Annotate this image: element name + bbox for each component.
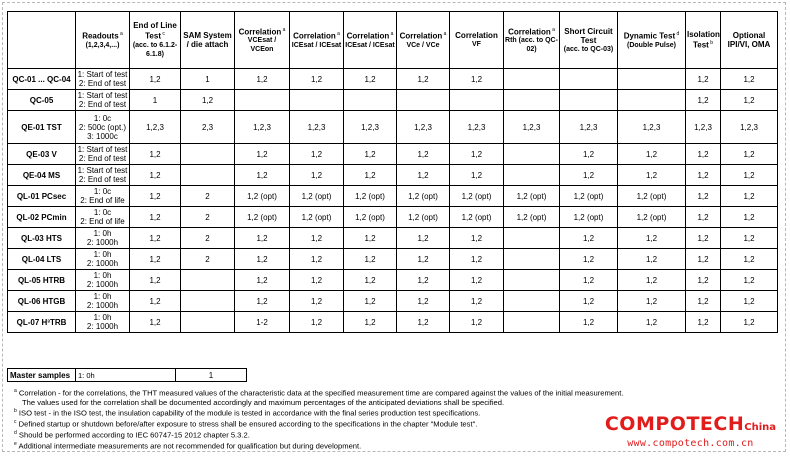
table-cell: 1,2 [235,144,290,165]
master-samples-table [7,368,247,382]
test-name: QL-04 LTS [8,249,76,270]
readout-phase: 1: 0h [93,313,112,322]
readout-phase: 2: End of test [78,100,127,109]
test-name: QC-05 [8,90,76,111]
table-cell: 1,2 [130,291,181,312]
column-header [686,12,721,69]
table-cell: 1,2 [344,165,397,186]
readout-phase: 2: End of life [80,196,125,205]
table-cell: 1,2 (opt) [235,186,290,207]
table-cell: 1,2,3 [618,111,686,144]
qualification-table [7,11,778,333]
column-header-title: Correlation [346,31,390,41]
readout-phase: 2: End of test [78,175,127,184]
table-cell: 1,2 [686,270,721,291]
test-name: QL-02 PCmin [8,207,76,228]
column-header-subtitle: VCe / VCe [406,41,440,49]
readout-phase: 2: End of test [78,154,127,163]
test-name: QE-01 TST [8,111,76,144]
readout-phase: 3: 1000c [87,131,118,141]
readout-phase: 2: 1000h [86,280,119,289]
table-cell: 1,2 [235,228,290,249]
table-cell: 1,2 [686,228,721,249]
logo-website: www.compotech.com.cn [627,438,754,449]
column-header [8,12,76,69]
table-cell: 1,2 [721,270,778,291]
table-row [8,69,778,90]
table-cell: 1,2 [290,165,344,186]
column-header-subtitle: (Double Pulse) [626,41,676,49]
table-cell: 1,2 [450,312,504,333]
column-header-subtitle: ICEsat / ICEsat [345,41,395,49]
table-cell: 1,2 (opt) [504,207,560,228]
table-cell: 1,2 [618,165,686,186]
table-cell: 1,2 [290,228,344,249]
table-cell: 2 [181,249,235,270]
test-name: QL-06 HTGB [8,291,76,312]
test-name: QL-05 HTRB [8,270,76,291]
readout-phase: 2: 1000h [86,238,119,247]
table-cell: 1,2 (opt) [450,207,504,228]
column-header-subtitle: (acc. to 6.1.2-6.1.8) [132,41,178,58]
column-header-footnote-mark: a [389,31,394,38]
table-cell: 1,2 [290,312,344,333]
column-header-title: End of Line Test [133,21,177,41]
table-cell: 1,2 [235,165,290,186]
table-cell: 1,2 [181,90,235,111]
table-cell: 1,2 [721,69,778,90]
table-cell: 1,2 [344,69,397,90]
column-header-title: Readouts [82,31,119,41]
table-cell: 2 [181,228,235,249]
column-header-title: Optional IPI/VI, OMA [727,31,771,49]
test-name: QL-07 H³TRB [8,312,76,333]
table-cell: 1,2 (opt) [504,186,560,207]
footnote-mark: e [14,441,17,448]
table-cell: 1 [130,90,181,111]
table-cell: 1,2 [130,207,181,228]
table-cell: 2,3 [181,111,235,144]
table-cell: 1,2 [130,165,181,186]
column-header-footnote-mark: b [708,40,714,47]
table-cell: 1,2 [721,291,778,312]
table-cell: 1,2 [560,312,618,333]
column-header-title: Isolation Test [687,30,720,50]
table-cell: 1,2 (opt) [344,186,397,207]
footnote-text: Should be performed according to IEC 60747-15 2012 chapter 5.3.2. [18,430,250,440]
table-cell: 1,2 [560,165,618,186]
table-cell [450,90,504,111]
table-cell: 1,2 (opt) [397,186,450,207]
column-header-title: Correlation [508,27,551,37]
column-header-subtitle: (1,2,3,4,...) [85,41,120,49]
table-cell: 1,2 [290,270,344,291]
table-row [8,144,778,165]
table-cell: 1,2 [618,144,686,165]
table-cell [504,165,560,186]
master-name: Master samples [8,369,76,382]
table-cell: 1,2 [618,270,686,291]
table-cell: 1,2 [450,228,504,249]
table-cell: 1,2 (opt) [618,186,686,207]
table-cell [504,312,560,333]
table-cell [181,270,235,291]
column-header [560,12,618,69]
column-header-footnote-mark: c [160,31,165,38]
table-cell: 1,2 [130,144,181,165]
readout-phases [76,228,130,249]
column-header [290,12,344,69]
table-cell: 1,2 [686,69,721,90]
column-header [450,12,504,69]
footnote-text: The values used for the correlation shall be documented accordingly and maximum percentages of the anticipated deviations shall be specified. [22,397,505,407]
column-header [130,12,181,69]
table-cell [344,90,397,111]
table-cell: 1,2,3 [130,111,181,144]
table-cell [560,90,618,111]
readout-phases [76,207,130,228]
table-cell: 1,2 [397,270,450,291]
table-row [8,312,778,333]
readout-phase: 1: 0c [93,113,112,123]
readout-phase: 2: End of test [78,79,127,88]
table-row [8,165,778,186]
column-header-footnote-mark: a [442,31,447,38]
table-cell: 1,2 (opt) [344,207,397,228]
test-name: QC-01 ... QC-04 [8,69,76,90]
footnote-mark: c [14,419,17,426]
table-cell: 1,2 [721,312,778,333]
readout-phase: 1: Start of test [77,91,128,100]
footnote-text: Defined startup or shutdown before/after exposure to stress shall be ensured according to the specifications in the chapter "Module test". [18,419,478,429]
readout-phase: 1: 0h [93,292,112,301]
table-cell: 1,2 [344,228,397,249]
table-cell: 1,2 [721,207,778,228]
column-header [397,12,450,69]
readout-phase: 1: Start of test [77,145,128,154]
column-header-title: Correlation [238,27,282,37]
table-cell: 1,2 [344,312,397,333]
table-cell: 1,2 [290,144,344,165]
readout-phase: 1: 0h [93,271,112,280]
readout-phases [76,186,130,207]
footnote-text: ISO test - in the ISO test, the insulation capability of the module is tested in accordance with the final series production test specifications. [18,408,481,418]
table-cell: 1,2 (opt) [290,186,344,207]
table-cell [560,69,618,90]
readout-phase: 2: 500c (opt.) [78,122,127,132]
table-cell: 1,2 [397,69,450,90]
table-cell [504,69,560,90]
footnote-text: Additional intermediate measurements are not recommended for qualification but during development. [18,441,362,451]
table-cell: 1,2,3 [344,111,397,144]
table-cell: 1,2 [397,249,450,270]
test-name: QL-03 HTS [8,228,76,249]
compotech-logo [605,414,776,449]
table-cell: 1,2 [130,249,181,270]
column-header-title: SAM System / die attach [183,31,232,49]
readout-phases [76,165,130,186]
table-cell: 1,2 [686,249,721,270]
table-cell: 1,2,3 [686,111,721,144]
table-cell: 1,2 (opt) [560,186,618,207]
table-cell: 1,2 [721,186,778,207]
table-cell: 1,2 [686,144,721,165]
column-header-title: Dynamic Test [623,31,676,41]
header-row [8,12,778,69]
table-cell: 1,2 [344,291,397,312]
footnote [14,387,774,398]
test-name: QL-01 PCsec [8,186,76,207]
table-cell: 1,2 [450,291,504,312]
table-cell: 1,2 [721,90,778,111]
table-cell: 1,2 [130,186,181,207]
table-cell: 1,2 [560,228,618,249]
table-cell: 1,2 [721,228,778,249]
table-cell: 1,2 [397,165,450,186]
column-header [235,12,290,69]
table-cell [181,291,235,312]
table-cell: 1 [181,69,235,90]
column-header-footnote-mark: a [335,31,340,38]
readout-phase: 2: 1000h [86,301,119,310]
readout-phase: 2: End of life [80,217,125,226]
table-cell: 1,2 [290,69,344,90]
test-name: QE-04 MS [8,165,76,186]
column-header [181,12,235,69]
table-cell: 1,2 [686,186,721,207]
table-cell: 1,2 [344,249,397,270]
column-header-title: Correlation [293,31,336,41]
table-cell: 1,2 [450,249,504,270]
table-cell: 1,2 [450,165,504,186]
table-cell: 1,2,3 [397,111,450,144]
readout-phases [76,90,130,111]
table-cell: 1,2 [560,144,618,165]
table-cell: 2 [181,186,235,207]
footnote [14,398,774,407]
readout-phases [76,69,130,90]
table-row [8,270,778,291]
footnote-mark: a [14,388,17,394]
table-cell: 1,2 [618,228,686,249]
readout-phases [76,249,130,270]
table-cell [181,312,235,333]
table-cell [618,90,686,111]
readout-phase: 1: 0h [93,250,112,259]
column-header [76,12,130,69]
table-cell: 1,2 [130,270,181,291]
master-value: 1 [176,369,247,382]
table-cell: 1,2 [450,270,504,291]
table-cell: 1,2 [397,144,450,165]
table-cell: 1,2 [721,144,778,165]
table-cell [618,69,686,90]
table-cell: 1,2 [618,312,686,333]
table-cell [235,90,290,111]
column-header-footnote-mark: a [281,26,286,33]
table-cell: 1,2 [235,249,290,270]
table-cell: 1,2 (opt) [560,207,618,228]
table-cell [181,144,235,165]
table-cell: 1,2 [397,228,450,249]
table-cell: 1,2 [560,249,618,270]
readout-phase: 1: Start of test [77,70,128,79]
table-cell: 1,2,3 [504,111,560,144]
table-cell: 1,2 [450,69,504,90]
readout-phases [76,270,130,291]
table-cell [504,291,560,312]
table-cell: 1,2 [235,291,290,312]
table-cell: 1,2 [344,144,397,165]
master-phase: 1: 0h [76,369,176,382]
table-cell [504,144,560,165]
table-cell: 1,2 [397,312,450,333]
table-cell: 1,2 (opt) [290,207,344,228]
table-cell [504,228,560,249]
table-cell: 1,2,3 [450,111,504,144]
table-cell: 1,2 [686,291,721,312]
readout-phases [76,312,130,333]
column-header-subtitle: (acc. to QC-03) [563,45,614,53]
table-cell [181,165,235,186]
table-cell: 1,2 [618,249,686,270]
table-cell: 1,2 (opt) [618,207,686,228]
table-row [8,207,778,228]
readout-phase: 2: 1000h [86,322,119,331]
table-row [8,90,778,111]
table-cell: 2 [181,207,235,228]
table-row [8,186,778,207]
master-row [8,369,247,382]
column-header-subtitle: VCEsat / VCEon [247,37,277,54]
table-cell: 1,2 [450,144,504,165]
column-header-title: Correlation [399,31,443,41]
table-cell: 1,2 [290,249,344,270]
table-cell [504,249,560,270]
column-header-subtitle: Rth (acc. to QC-02) [505,37,558,54]
footnote-mark: d [14,430,17,437]
column-header [721,12,778,69]
column-header-footnote-mark: a [550,26,555,33]
table-cell: 1,2 (opt) [450,186,504,207]
table-cell: 1,2,3 [235,111,290,144]
table-cell: 1,2 [686,312,721,333]
table-cell: 1,2,3 [721,111,778,144]
table-cell: 1,2 [686,165,721,186]
readout-phase: 1: 0c [93,208,112,217]
table-cell: 1,2 (opt) [235,207,290,228]
column-header-title: Short Circuit Test [564,26,613,45]
table-cell: 1,2 [560,270,618,291]
table-cell: 1,2 [721,165,778,186]
logo-brand: COMPOTECH [604,413,745,435]
footnote-mark: b [14,408,17,415]
table-cell: 1,2 [290,291,344,312]
table-row [8,111,778,144]
table-cell: 1,2 [721,249,778,270]
column-header-subtitle: VF [472,41,481,48]
column-header [344,12,397,69]
readout-phases [76,111,130,144]
table-row [8,228,778,249]
table-cell: 1,2,3 [290,111,344,144]
test-name: QE-03 V [8,144,76,165]
table-cell: 1,2 [686,207,721,228]
table-cell: 1,2 [344,270,397,291]
table-cell: 1,2 [686,90,721,111]
table-cell [290,90,344,111]
readout-phase: 1: 0h [93,229,112,238]
table-cell: 1-2 [235,312,290,333]
table-cell: 1,2 [560,291,618,312]
table-cell: 1,2 [130,69,181,90]
table-cell: 1,2 [397,291,450,312]
column-header [618,12,686,69]
footnote-text: Correlation - for the correlations, the THT measured values of the characteristic data at the specified measurement time are compared against the values of the initial measurement. [18,388,624,398]
table-row [8,291,778,312]
table-cell: 1,2 [235,69,290,90]
table-body [8,69,778,333]
table-cell: 1,2 (opt) [397,207,450,228]
table-cell: 1,2 [130,228,181,249]
table-cell [397,90,450,111]
table-cell: 1,2,3 [560,111,618,144]
column-header-title: Correlation [455,31,498,40]
table-cell [504,90,560,111]
readout-phases [76,291,130,312]
readout-phases [76,144,130,165]
column-header-footnote-mark: d [675,31,680,38]
table-cell: 1,2 [235,270,290,291]
column-header [504,12,560,69]
table-cell [504,270,560,291]
readout-phase: 1: Start of test [77,166,128,175]
table-row [8,249,778,270]
table-cell: 1,2 [618,291,686,312]
readout-phase: 1: 0c [93,187,112,196]
logo-suffix: China [744,422,776,433]
column-header-subtitle: ICEsat / ICEsat [291,41,342,49]
readout-phase: 2: 1000h [86,259,119,268]
column-header-footnote-mark: a [118,31,123,38]
table-cell: 1,2 [130,312,181,333]
